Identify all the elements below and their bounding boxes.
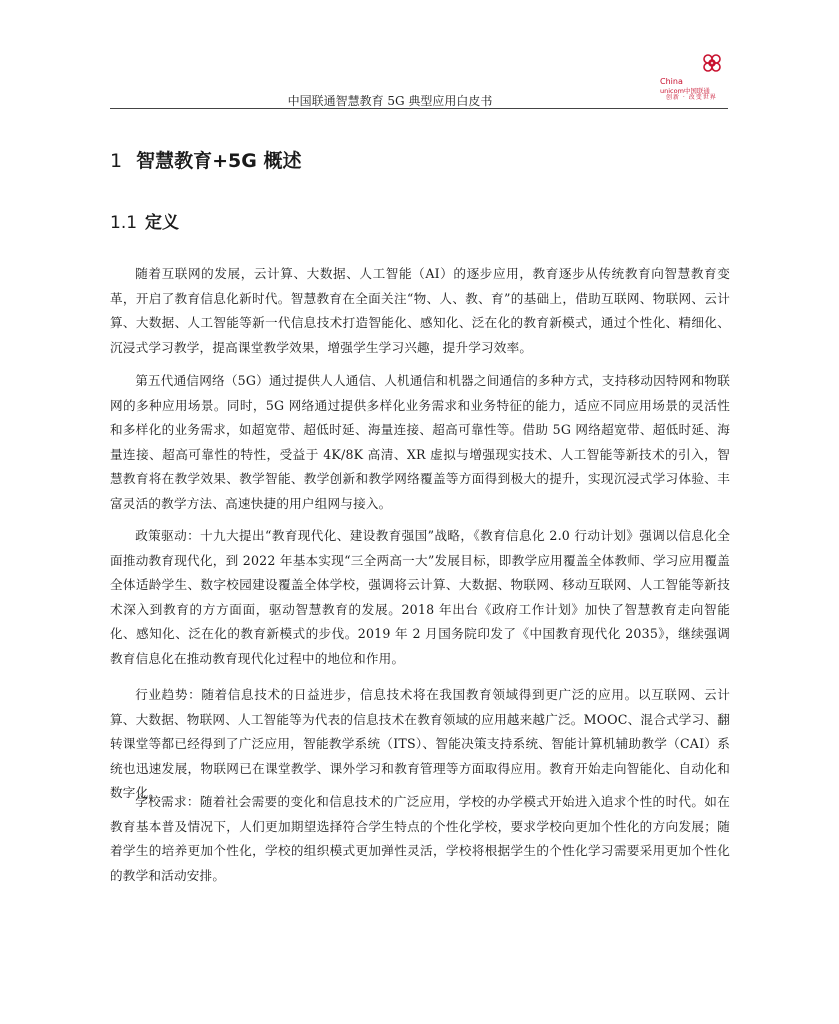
- paragraph-industry: [110, 683, 730, 806]
- paragraph-school: [110, 790, 730, 888]
- paragraph-policy: [110, 524, 730, 672]
- section-number: 1: [110, 150, 123, 172]
- logo-text-top: China: [660, 77, 683, 86]
- running-header-title: 中国联通智慧教育 5G 典型应用白皮书: [287, 94, 493, 108]
- paragraph-intro: [110, 262, 730, 360]
- section-heading: [110, 146, 301, 173]
- section-title: 智慧教育+5G 概述: [136, 150, 302, 172]
- paragraph-5g: [110, 369, 730, 517]
- paragraph-text: 学校需求：随着社会需要的变化和信息技术的广泛应用，学校的办学模式开始进入追求个性的时代。如在教育基本普及情况下，人们更加期望选择符合学生特点的个性化学校，要求学校向更加个性化的方向发展；随着学生的培养更加个性化，学校的组织模式更加弹性灵活，学校将根据学生的个性化学习需要采用更加个性化的教学和活动安排。: [110, 794, 730, 883]
- subsection-number: 1.1: [110, 213, 138, 233]
- subsection-title: 定义: [145, 213, 180, 233]
- paragraph-text: 行业趋势：随着信息技术的日益进步，信息技术将在我国教育领域得到更广泛的应用。以互联网、云计算、大数据、物联网、人工智能等为代表的信息技术在教育领域的应用越来越广泛。MOOC、混合式学习、翻转课堂等都已经得到了广泛应用，智能教学系统（ITS）、智能决策支持系统、智能计算机辅助教学（CAI）系统也迅速发展，物联网已在课堂教学、课外学习和教育管理等方面取得应用。教育开始走向智能化、自动化和数字化。: [110, 687, 730, 801]
- logo-text-bottom: unicom中国联通: [660, 87, 710, 95]
- logo-tagline: 创新 · 改变世界: [666, 94, 717, 101]
- paragraph-text: 政策驱动：十九大提出“教育现代化、建设教育强国”战略，《教育信息化 2.0 行动计划》强调以信息化全面推动教育现代化，到 2022 年基本实现“三全两高一大”发展目标，即教学应用覆盖全体教师、学习应用覆盖全体适龄学生、数字校园建设覆盖全体学校，强调将云计算、大数据、物联网、移动互联网、人工智能等新技术深入到教育的方方面面，驱动智慧教育的发展。2018 年出台《政府工作计划》加快了智慧教育走向智能化、感知化、泛在化的教育新模式的步伐。2019 年 2 月国务院印发了《中国教育现代化 2035》，继续强调教育信息化在推动教育现代化过程中的地位和作用。: [110, 528, 730, 666]
- paragraph-text: 第五代通信网络（5G）通过提供人人通信、人机通信和机器之间通信的多种方式，支持移动因特网和物联网的多种应用场景。同时，5G 网络通过提供多样化业务需求和业务特征的能力，适应不同应用场景的灵活性和多样化的业务需求，如超宽带、超低时延、海量连接、超高可靠性等。借助 5G 网络超宽带、超低时延、海量连接、超高可靠性的特性，受益于 4K/8K 高清、XR 虚拟与增强现实技术、人工智能等新技术的引入，智慧教育将在教学效果、教学智能、教学创新和教学网络覆盖等方面得到极大的提升，实现沉浸式学习体验、丰富灵活的教学方法、高速快捷的用户组网与接入。: [110, 373, 730, 511]
- paragraph-text: 随着互联网的发展，云计算、大数据、人工智能（AI）的逐步应用，教育逐步从传统教育向智慧教育变革，开启了教育信息化新时代。智慧教育在全面关注“物、人、教、育”的基础上，借助互联网、物联网、云计算、大数据、人工智能等新一代信息技术打造智能化、感知化、泛在化的教育新模式，通过个性化、精细化、沉浸式学习教学，提高课堂教学效果，增强学生学习兴趣，提升学习效率。: [110, 266, 730, 355]
- subsection-heading: [110, 208, 179, 233]
- header-divider: [110, 108, 728, 109]
